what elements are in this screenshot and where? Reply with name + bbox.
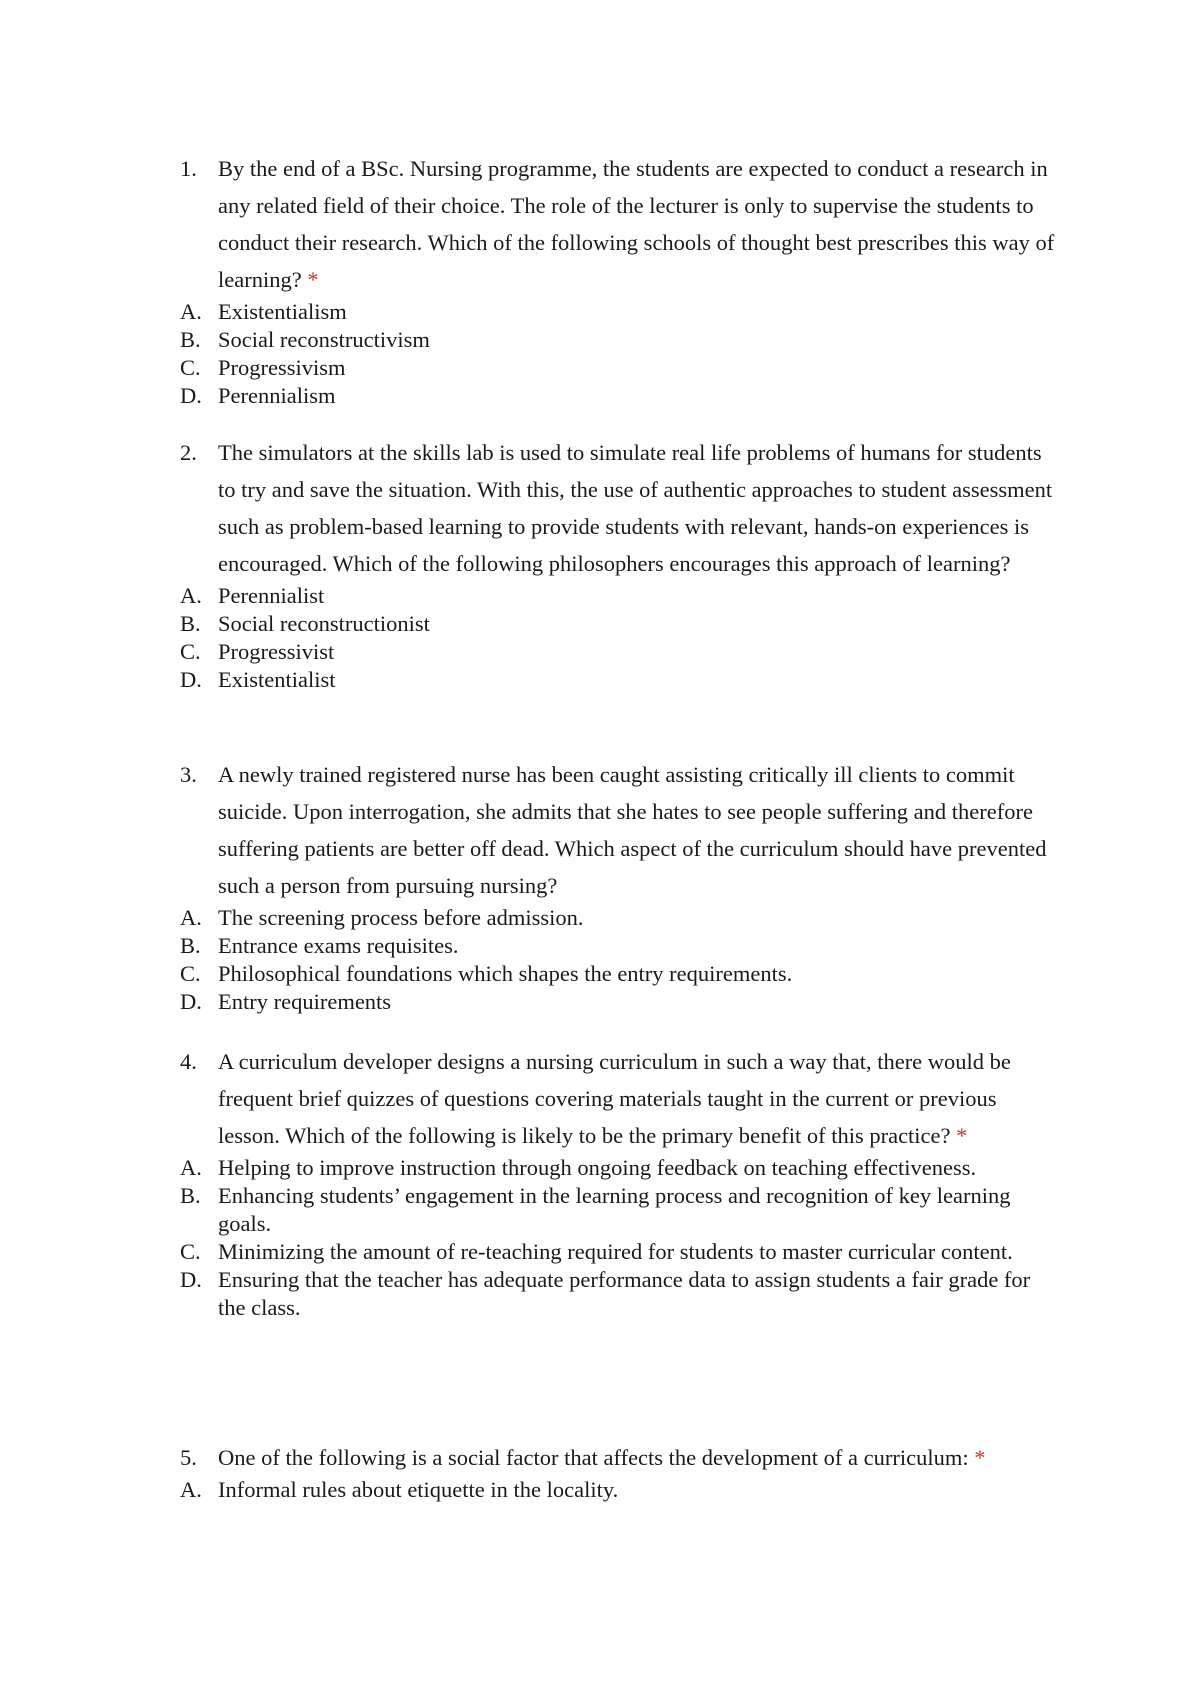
option-text: Perennialism (218, 383, 336, 408)
option-label: C. (180, 961, 201, 986)
option-label: B. (180, 611, 201, 636)
option-b (180, 932, 1060, 960)
question-stem (180, 434, 1060, 582)
required-asterisk: * (307, 267, 319, 292)
option-text: Entrance exams requisites. (218, 933, 459, 958)
option-text: Perennialist (218, 583, 325, 608)
option-text: Social reconstructivism (218, 327, 430, 352)
option-a (180, 904, 1060, 932)
question-text: The simulators at the skills lab is used to simulate real life problems of humans for students to try and save the situation. With this, the use of authentic approaches to student assessment such as problem-based learning to provide students with relevant, hands-on experiences is encouraged. Which of the following philosophers encourages this approach of learning? (218, 440, 1053, 576)
option-a (180, 1476, 1060, 1504)
option-text: Progressivist (218, 639, 335, 664)
option-c (180, 354, 1060, 382)
option-label: A. (180, 1155, 202, 1180)
option-b (180, 1182, 1060, 1238)
option-label: B. (180, 327, 201, 352)
option-b (180, 326, 1060, 354)
question-stem (180, 1043, 1060, 1154)
option-label: C. (180, 1239, 201, 1264)
option-text: Entry requirements (218, 989, 392, 1014)
option-text: Philosophical foundations which shapes the entry requirements. (218, 961, 793, 986)
option-label: C. (180, 639, 201, 664)
option-a (180, 298, 1060, 326)
option-text: Helping to improve instruction through ongoing feedback on teaching effectiveness. (218, 1155, 977, 1180)
option-text: Minimizing the amount of re-teaching required for students to master curricular content. (218, 1239, 1013, 1264)
option-b (180, 610, 1060, 638)
option-a (180, 1154, 1060, 1182)
option-label: A. (180, 905, 202, 930)
option-text: Progressivism (218, 355, 346, 380)
option-label: D. (180, 383, 202, 408)
question-text: A curriculum developer designs a nursing curriculum in such a way that, there would be frequent brief quizzes of questions covering materials taught in the current or previous lesson. Which of the following is likely to be the primary benefit of this practice? (218, 1049, 1011, 1148)
option-label: B. (180, 1183, 201, 1208)
option-text: Enhancing students’ engagement in the learning process and recognition of key learning goals. (218, 1183, 1011, 1236)
question-text-container (218, 150, 1060, 298)
question-stem (180, 1439, 1060, 1476)
option-list (180, 298, 1060, 410)
option-text: Existentialism (218, 299, 347, 324)
option-d (180, 666, 1060, 694)
required-asterisk: * (956, 1123, 968, 1148)
question-number: 5. (180, 1445, 197, 1470)
option-d (180, 1266, 1060, 1322)
question-number: 2. (180, 440, 197, 465)
question-text-container (218, 1439, 1060, 1476)
option-c (180, 638, 1060, 666)
option-text: Ensuring that the teacher has adequate performance data to assign students a fair grade for the class. (218, 1267, 1031, 1320)
option-label: D. (180, 989, 202, 1014)
option-text: Existentialist (218, 667, 336, 692)
question-text-container (218, 1043, 1060, 1154)
option-c (180, 1238, 1060, 1266)
question-2 (180, 434, 1060, 694)
question-5 (180, 1439, 1060, 1504)
option-list (180, 1476, 1060, 1504)
option-text: Informal rules about etiquette in the locality. (218, 1477, 619, 1502)
option-label: D. (180, 1267, 202, 1292)
question-number: 3. (180, 762, 197, 787)
option-d (180, 988, 1060, 1016)
question-4 (180, 1043, 1060, 1322)
option-list (180, 582, 1060, 694)
option-c (180, 960, 1060, 988)
option-d (180, 382, 1060, 410)
option-text: Social reconstructionist (218, 611, 430, 636)
option-label: D. (180, 667, 202, 692)
question-1 (180, 150, 1060, 410)
option-label: C. (180, 355, 201, 380)
option-label: A. (180, 583, 202, 608)
question-text: A newly trained registered nurse has been caught assisting critically ill clients to commit suicide. Upon interrogation, she admits that she hates to see people suffering and therefore suffering patients are better off dead. Which aspect of the curriculum should have prevented such a person from pursuing nursing? (218, 762, 1047, 898)
question-text: One of the following is a social factor that affects the development of a curriculum: (218, 1445, 969, 1470)
question-3 (180, 756, 1060, 1016)
option-label: A. (180, 1477, 202, 1502)
question-number: 1. (180, 156, 197, 181)
option-a (180, 582, 1060, 610)
option-label: A. (180, 299, 202, 324)
question-number: 4. (180, 1049, 197, 1074)
question-stem (180, 756, 1060, 904)
option-list (180, 904, 1060, 1016)
question-text: By the end of a BSc. Nursing programme, the students are expected to conduct a research in any related field of their choice. The role of the lecturer is only to supervise the students to conduct their research. Which of the following schools of thought best prescribes this way of learning? (218, 156, 1055, 292)
question-stem (180, 150, 1060, 298)
option-text: The screening process before admission. (218, 905, 584, 930)
option-label: B. (180, 933, 201, 958)
option-list (180, 1154, 1060, 1322)
required-asterisk: * (974, 1445, 986, 1470)
